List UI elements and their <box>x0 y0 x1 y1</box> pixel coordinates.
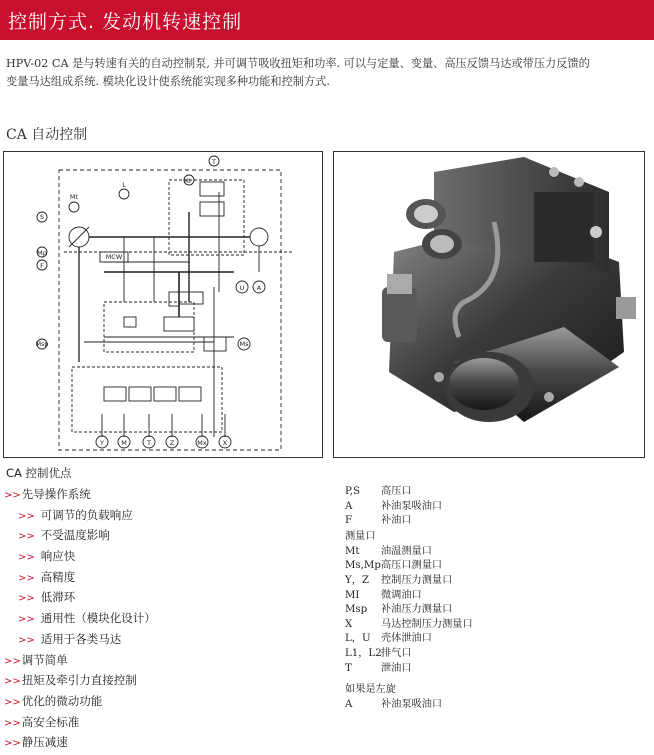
advantage-item <box>4 650 156 671</box>
port-row <box>345 603 473 618</box>
advantage-text: 通用性（模块化设计） <box>40 611 156 626</box>
page-title: 控制方式. 发动机转速控制 <box>8 11 243 33</box>
advantage-item <box>4 670 156 691</box>
advantage-item <box>4 691 156 712</box>
port-row <box>345 647 473 662</box>
port-desc: 排气口 <box>381 647 412 659</box>
bullet-marker: >> <box>18 510 35 522</box>
port-row <box>345 514 473 529</box>
advantage-item <box>4 546 156 567</box>
port-desc: 高压口 <box>381 486 412 497</box>
advantage-text: 高精度 <box>40 569 76 584</box>
title-banner <box>0 0 654 40</box>
label-ml: MI <box>183 177 191 185</box>
port-row <box>345 698 473 713</box>
bullet-marker: >> <box>4 655 21 667</box>
port-row <box>345 618 473 633</box>
port-desc: 泄油口 <box>381 662 412 674</box>
bullet-marker: >> <box>18 552 35 564</box>
port-code: P,S <box>345 486 361 497</box>
advantage-item <box>4 629 156 650</box>
bullet-marker: >> <box>4 738 21 750</box>
label-t: T <box>147 439 151 447</box>
port-row <box>345 485 473 500</box>
advantage-item <box>4 608 156 629</box>
advantage-text: 优化的微动功能 <box>21 693 103 708</box>
advantage-item <box>4 505 156 526</box>
label-l: L <box>122 181 126 189</box>
label-mx: Mx <box>197 439 207 447</box>
pump-image <box>333 151 645 458</box>
port-code: A <box>345 699 353 711</box>
port-desc: 补油口 <box>381 515 412 527</box>
label-x: X <box>222 439 228 447</box>
intro-paragraph <box>6 55 646 91</box>
port-row <box>345 589 473 604</box>
label-mt: Mt <box>69 193 79 201</box>
port-row <box>345 500 473 515</box>
port-code: L，U <box>345 633 371 645</box>
advantage-text: 适用于各类马达 <box>40 631 122 646</box>
port-legend <box>345 485 473 713</box>
advantage-text: 低滞环 <box>40 590 76 605</box>
label-msp: Msp <box>35 340 49 348</box>
advantage-text: 响应快 <box>40 549 76 564</box>
bullet-marker: >> <box>4 490 21 501</box>
advantage-text: 调节简单 <box>21 652 68 667</box>
bullet-marker: >> <box>18 634 35 646</box>
schematic-diagram <box>4 152 322 457</box>
section-title: CA 自动控制 <box>6 127 88 143</box>
bullet-marker: >> <box>4 696 21 708</box>
label-t-top: T <box>212 158 216 166</box>
bullet-marker: >> <box>18 593 35 605</box>
port-row <box>345 559 473 574</box>
advantage-text: 静压减速 <box>21 735 68 750</box>
port-code: MI <box>345 589 360 601</box>
port-row <box>345 574 473 589</box>
advantage-item <box>4 732 156 753</box>
advantage-text: 先导操作系统 <box>21 487 91 501</box>
advantage-item <box>4 525 156 546</box>
label-z: Z <box>169 439 175 447</box>
label-a: A <box>256 284 262 292</box>
label-s: S <box>39 213 45 221</box>
port-desc: 补油压力测量口 <box>381 604 453 616</box>
intro-line-1: HPV-02 CA 是与转速有关的自动控制泵, 并可调节吸收扭矩和功率. 可以与定量、变量、高压反馈马达或带压力反馈的 <box>6 57 590 70</box>
port-code: Ms,Mp <box>345 560 381 572</box>
advantage-text: 不受温度影响 <box>40 528 110 543</box>
port-desc: 高压口测量口 <box>381 560 443 572</box>
bullet-marker: >> <box>4 717 21 729</box>
bullet-marker: >> <box>18 614 35 626</box>
advantage-text: 可调节的负载响应 <box>40 507 133 522</box>
port-code: A <box>345 500 353 512</box>
pump-illustration <box>334 152 644 457</box>
label-f: F <box>40 262 44 270</box>
port-desc: 补油泵吸油口 <box>381 699 443 711</box>
port-code: L1，L2 <box>345 647 382 659</box>
intro-line-2: 变量马达组成系统. 模块化设计使系统能实现多种功能和控制方式. <box>6 75 330 88</box>
advantages-title: CA 控制优点 <box>6 466 72 480</box>
advantage-item <box>4 567 156 588</box>
advantage-item <box>4 587 156 608</box>
port-desc: 微调油口 <box>381 589 422 601</box>
port-code: F <box>345 515 353 527</box>
port-row <box>345 545 473 560</box>
label-y: Y <box>100 439 104 447</box>
port-code: Msp <box>345 604 368 616</box>
bullet-marker: >> <box>4 676 21 688</box>
bullet-marker: >> <box>18 531 35 543</box>
port-row <box>345 662 473 677</box>
advantage-item <box>4 484 156 505</box>
bullet-marker: >> <box>18 572 35 584</box>
label-m: M <box>121 439 127 447</box>
label-u: U <box>239 284 245 292</box>
left-rotation-heading: 如果是左旋 <box>345 684 396 696</box>
port-desc: 马达控制压力测量口 <box>381 618 473 630</box>
port-desc: 补油泵吸油口 <box>381 500 443 512</box>
port-row <box>345 632 473 647</box>
measure-heading: 测量口 <box>345 530 376 542</box>
port-code: Y，Z <box>345 574 369 586</box>
port-code: T <box>345 662 352 674</box>
advantage-text: 扭矩及牵引力直接控制 <box>21 673 137 688</box>
label-ms: Ms <box>239 340 249 348</box>
label-mp: Mp <box>37 249 47 257</box>
advantage-item <box>4 712 156 733</box>
port-code: Mt <box>345 545 360 557</box>
port-code: X <box>345 618 353 630</box>
label-mcw: MCW <box>105 253 123 261</box>
advantages-list <box>4 484 156 753</box>
port-desc: 油温测量口 <box>381 545 432 557</box>
port-desc: 壳体泄油口 <box>381 633 432 645</box>
hydraulic-schematic <box>3 151 323 458</box>
advantage-text: 高安全标准 <box>21 714 80 729</box>
port-desc: 控制压力测量口 <box>381 574 453 586</box>
